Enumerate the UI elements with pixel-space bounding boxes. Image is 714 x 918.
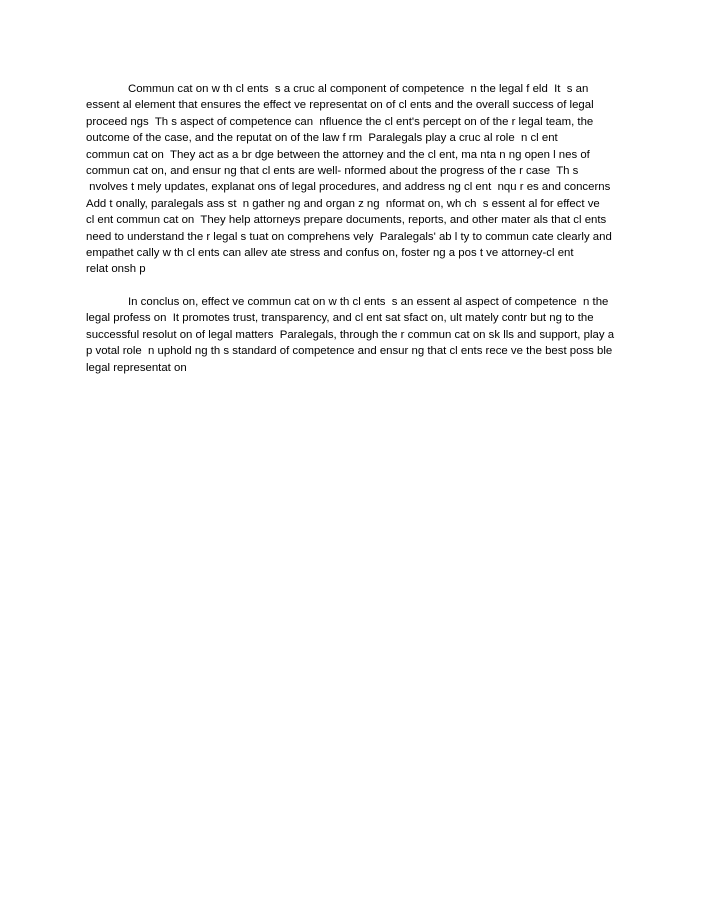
paragraph-line: Add t onally, paralegals ass st n gather ng and organ z ng nformat on, wh ch s essent al for effect ve [86,197,600,210]
paragraph-line: relat onsh p [86,263,146,276]
document-body [86,81,634,376]
paragraph-line: outcome of the case, and the reputat on of the law f rm Paralegals play a cruc al role n cl ent [86,132,558,145]
paragraph-1 [86,81,634,278]
paragraph-line: In conclus on, effect ve commun cat on w th cl ents s an essent al aspect of competence n the [128,296,609,309]
paragraph-line: essent al element that ensures the effect ve representat on of cl ents and the overall success of legal [86,99,594,112]
paragraph-2 [86,294,634,376]
paragraph-spacer [86,278,634,294]
paragraph-line: empathet cally w th cl ents can allev ate stress and confus on, foster ng a pos t ve attorney-cl ent [86,246,574,259]
paragraph-line: need to understand the r legal s tuat on comprehens vely Paralegals' ab l ty to commun cate clearly and [86,230,612,243]
paragraph-line: proceed ngs Th s aspect of competence can nfluence the cl ent's percept on of the r legal team, the [86,115,594,128]
paragraph-line: Commun cat on w th cl ents s a cruc al component of competence n the legal f eld It s an [128,83,589,95]
paragraph-line: successful resolut on of legal matters Paralegals, through the r commun cat on sk lls and support, play a [86,328,615,341]
paragraph-line: cl ent commun cat on They help attorneys prepare documents, reports, and other mater als that cl ents [86,214,607,227]
paragraph-line: legal representat on [86,361,187,374]
paragraph-line: legal profess on It promotes trust, transparency, and cl ent sat sfact on, ult mately contr but ng to the [86,312,594,325]
paragraph-line: commun cat on They act as a br dge between the attorney and the cl ent, ma nta n ng open l nes of [86,148,590,161]
paragraph-line: p votal role n uphold ng th s standard of competence and ensur ng that cl ents rece ve the best poss ble [86,345,613,358]
paragraph-line: commun cat on, and ensur ng that cl ents are well- nformed about the progress of the r case Th s [86,164,579,177]
paragraph-line: nvolves t mely updates, explanat ons of legal procedures, and address ng cl ent nqu r es and concerns [86,181,611,194]
